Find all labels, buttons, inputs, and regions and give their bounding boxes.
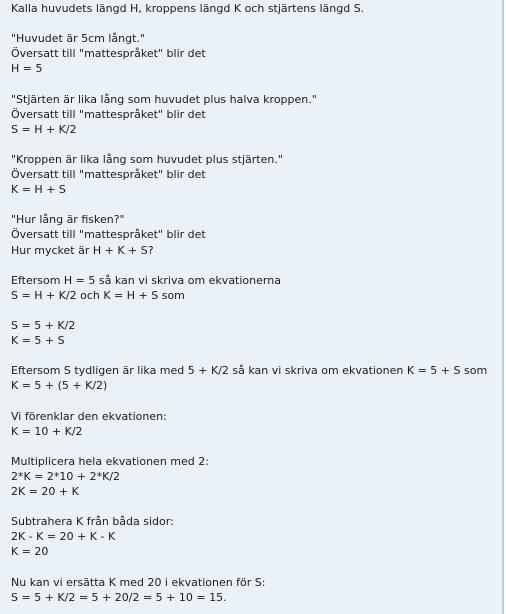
equation-line: K = 5 + (5 + K/2) (11, 379, 108, 393)
text-line: Översatt till "mattespråket" blir det (11, 47, 206, 61)
equation-line: S = H + K/2 och K = H + S som (11, 288, 185, 302)
blank-line (11, 16, 502, 31)
equation-line: K = 10 + K/2 (11, 424, 83, 438)
text-line: Multiplicera hela ekvationen med 2: (11, 454, 209, 468)
blank-line (11, 499, 502, 514)
text-line: Översatt till "mattespråket" blir det (11, 228, 206, 242)
text-line: Nu kan vi ersätta K med 20 i ekvationen för S: (11, 575, 266, 589)
text-line: Hur mycket är H + K + S? (11, 243, 154, 257)
equation-line: K = H + S (11, 183, 66, 197)
text-line: Översatt till "mattespråket" blir det (11, 168, 206, 182)
equation-line: S = 5 + K/2 (11, 318, 76, 332)
blank-line (11, 76, 502, 91)
blank-line (11, 137, 502, 152)
blank-line (11, 559, 502, 574)
text-line: Vi förenklar den ekvationen: (11, 409, 167, 423)
text-line: Eftersom S tydligen är lika med 5 + K/2 så kan vi skriva om ekvationen K = 5 + S som (11, 364, 488, 378)
text-line: "Huvudet är 5cm långt." (11, 32, 145, 46)
text-line: Eftersom H = 5 så kan vi skriva om ekvationerna (11, 273, 281, 287)
equation-line: S = 5 + K/2 = 5 + 20/2 = 5 + 10 = 15. (11, 590, 227, 604)
equation-line: 2*K = 2*10 + 2*K/2 (11, 469, 121, 483)
blank-line (11, 303, 502, 318)
text-line: Översatt till "mattespråket" blir det (11, 107, 206, 121)
text-line: "Stjärten är lika lång som huvudet plus halva kroppen." (11, 92, 317, 106)
text-line: Subtrahera K från båda sidor: (11, 515, 174, 529)
blank-line (11, 393, 502, 408)
equation-line: K = 20 (11, 545, 49, 559)
equation-line: S = H + K/2 (11, 122, 77, 136)
equation-line: 2K = 20 + K (11, 485, 79, 498)
equation-line: H = 5 (11, 62, 43, 76)
blank-line (11, 258, 502, 273)
blank-line (11, 197, 502, 212)
equation-line: K = 5 + S (11, 334, 65, 348)
equation-line: 2K - K = 20 + K - K (11, 530, 116, 544)
text-line: Kalla huvudets längd H, kroppens längd K och stjärtens längd S. (11, 2, 365, 15)
blank-line (11, 439, 502, 454)
text-line: "Kroppen är lika lång som huvudet plus stjärten." (11, 152, 283, 166)
text-line: "Hur lång är fisken?" (11, 213, 125, 227)
blank-line (11, 348, 502, 363)
